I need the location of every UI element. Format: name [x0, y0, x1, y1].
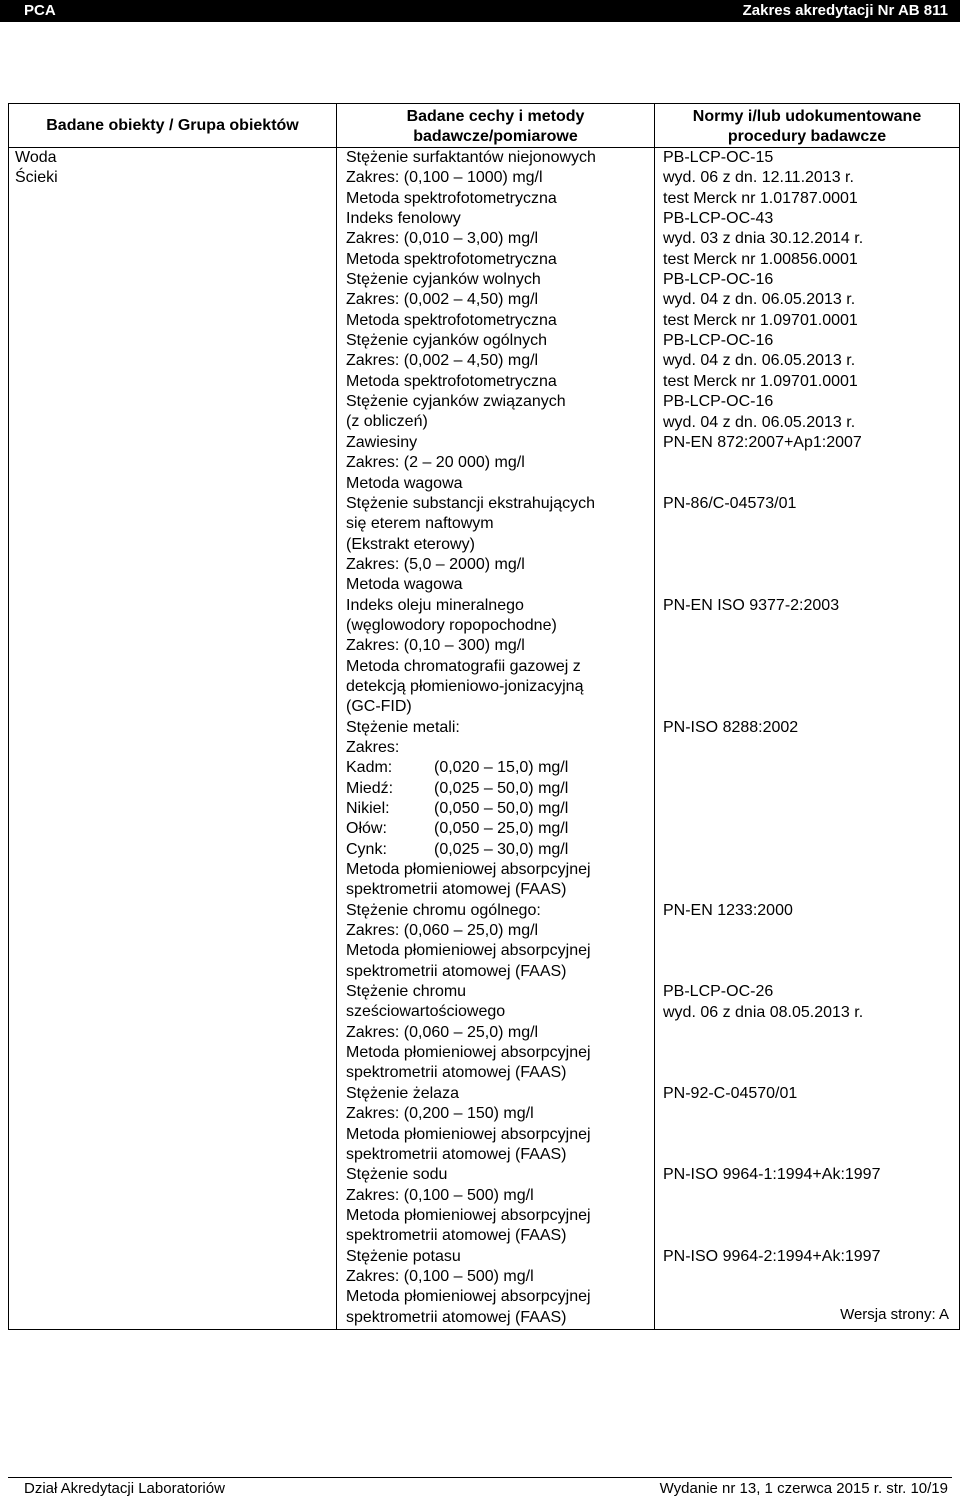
method-line: Stężenie cyjanków ogólnych — [346, 332, 548, 350]
object-item: Ścieki — [15, 169, 58, 186]
method-line: Stężenie surfaktantów niejonowych — [346, 149, 596, 166]
norm-line: wyd. 06 z dnia 08.05.2013 r. — [663, 1003, 864, 1021]
method-line: Metoda płomieniowej absorpcyjnej — [346, 1288, 591, 1306]
table-header-row — [9, 104, 960, 148]
method-line: (Ekstrakt eterowy) — [346, 535, 475, 553]
method-line: Zakres: (0,100 – 500) mg/l — [346, 1186, 534, 1204]
metals-entry — [346, 718, 654, 901]
metals-title: Stężenie metali: — [346, 718, 460, 736]
method-entry — [346, 1247, 654, 1328]
norm-line: PN-EN ISO 9377-2:2003 — [663, 596, 840, 614]
method-entry — [346, 209, 654, 270]
accreditation-table — [8, 103, 960, 1330]
page-header-bar — [0, 0, 960, 22]
norm-line: PN-EN 1233:2000 — [663, 901, 793, 919]
norm-line: PB-LCP-OC-16 — [663, 332, 774, 350]
method-line: Metoda chromatografii gazowej z — [346, 657, 581, 675]
column-header-norms: Normy i/lub udokumentowane procedury badawcze — [655, 104, 960, 148]
metal-name: Ołów: — [346, 820, 387, 838]
norm-line: PB-LCP-OC-16 — [663, 271, 774, 289]
norm-line: PN-86/C-04573/01 — [663, 494, 797, 512]
method-line: Stężenie potasu — [346, 1247, 461, 1265]
method-line: spektrometrii atomowej (FAAS) — [346, 1145, 567, 1163]
metal-row — [346, 779, 654, 799]
norm-line: PB-LCP-OC-26 — [663, 983, 774, 1001]
method-line: (GC-FID) — [346, 698, 412, 716]
method-line: spektrometrii atomowej (FAAS) — [346, 1064, 567, 1082]
norm-line: PN-EN 872:2007+Ap1:2007 — [663, 433, 862, 451]
footer-edition: Wydanie nr 13, 1 czerwca 2015 r. str. 10/19 — [659, 1480, 948, 1497]
norm-line: test Merck nr 1.01787.0001 — [663, 189, 858, 207]
header-right: Zakres akredytacji Nr AB 811 — [742, 2, 948, 19]
norm-entry — [663, 433, 959, 494]
norm-line: test Merck nr 1.09701.0001 — [663, 311, 858, 329]
method-line: Zakres: (5,0 – 2000) mg/l — [346, 555, 525, 573]
method-line: Metoda płomieniowej absorpcyjnej — [346, 1044, 591, 1062]
metal-name: Kadm: — [346, 759, 393, 777]
method-line: Zakres: (0,002 – 4,50) mg/l — [346, 352, 539, 370]
method-line: spektrometrii atomowej (FAAS) — [346, 1227, 567, 1245]
method-line: Zakres: (0,060 – 25,0) mg/l — [346, 922, 539, 940]
method-entry — [346, 1084, 654, 1165]
method-line: Indeks oleju mineralnego — [346, 596, 524, 614]
metal-name: Cynk: — [346, 840, 387, 858]
norm-line: wyd. 06 z dn. 12.11.2013 r. — [663, 169, 854, 187]
method-line: Indeks fenolowy — [346, 210, 461, 228]
norm-entry — [663, 209, 959, 270]
table-body-row — [9, 148, 960, 1330]
method-line: Zakres: (0,060 – 25,0) mg/l — [346, 1023, 539, 1041]
metals-range-label: Zakres: — [346, 738, 400, 756]
method-line: Metoda spektrofotometryczna — [346, 189, 557, 207]
method-entry — [346, 270, 654, 331]
method-line: Metoda spektrofotometryczna — [346, 372, 557, 390]
metal-row — [346, 758, 654, 778]
norm-line: PN-ISO 8288:2002 — [663, 718, 799, 736]
method-line: Metoda wagowa — [346, 576, 463, 594]
method-line: spektrometrii atomowej (FAAS) — [346, 881, 567, 899]
method-entry — [346, 982, 654, 1084]
method-line: Metoda wagowa — [346, 474, 463, 492]
norm-entry — [663, 494, 959, 596]
norm-entry — [663, 148, 959, 209]
norm-entry — [663, 1165, 959, 1246]
norm-line: PB-LCP-OC-43 — [663, 210, 774, 228]
method-line: Stężenie cyjanków wolnych — [346, 271, 541, 289]
method-line: Stężenie chromu — [346, 983, 467, 1001]
norm-line: wyd. 04 z dn. 06.05.2013 r. — [663, 413, 856, 431]
method-entry — [346, 433, 654, 494]
method-line: Stężenie substancji ekstrahujących — [346, 494, 596, 512]
norm-line: PB-LCP-OC-15 — [663, 149, 774, 166]
method-line: Metoda spektrofotometryczna — [346, 311, 557, 329]
method-line: (węglowodory ropopochodne) — [346, 616, 557, 634]
header-left: PCA — [24, 2, 56, 19]
method-entry — [346, 596, 654, 718]
norm-line: PN-ISO 9964-2:1994+Ak:1997 — [663, 1247, 881, 1265]
method-line: się eterem naftowym — [346, 515, 494, 533]
metal-range: (0,050 – 50,0) mg/l — [434, 800, 569, 817]
page-version: Wersja strony: A — [840, 1305, 949, 1323]
method-line: spektrometrii atomowej (FAAS) — [346, 1308, 567, 1326]
norm-line: PB-LCP-OC-16 — [663, 393, 774, 411]
metal-range: (0,050 – 25,0) mg/l — [434, 820, 569, 838]
metal-row — [346, 819, 654, 839]
method-line: Metoda płomieniowej absorpcyjnej — [346, 861, 591, 879]
norm-entry — [663, 331, 959, 392]
method-line: Stężenie sodu — [346, 1166, 448, 1184]
method-line: Stężenie żelaza — [346, 1084, 459, 1102]
method-line: Metoda spektrofotometryczna — [346, 250, 557, 268]
metal-name: Miedź: — [346, 779, 394, 797]
norm-entry — [663, 982, 959, 1084]
method-line: Metoda płomieniowej absorpcyjnej — [346, 1125, 591, 1143]
method-entry — [346, 392, 654, 433]
method-entry — [346, 494, 654, 596]
column-header-methods: Badane cechy i metody badawcze/pomiarowe — [337, 104, 655, 148]
method-line: Zakres: (0,100 – 1000) mg/l — [346, 169, 543, 187]
method-entry — [346, 331, 654, 392]
norm-entry — [663, 596, 959, 718]
norm-entry — [663, 718, 959, 901]
method-line: Stężenie chromu ogólnego: — [346, 901, 541, 919]
footer-department: Dział Akredytacji Laboratoriów — [24, 1480, 225, 1497]
norm-line: wyd. 04 z dn. 06.05.2013 r. — [663, 291, 856, 309]
method-line: Metoda płomieniowej absorpcyjnej — [346, 942, 591, 960]
method-line: (z obliczeń) — [346, 413, 428, 431]
method-entry — [346, 148, 654, 209]
method-line: Stężenie cyjanków związanych — [346, 393, 566, 411]
metal-range: (0,020 – 15,0) mg/l — [434, 759, 569, 777]
norm-entry — [663, 270, 959, 331]
method-line: sześciowartościowego — [346, 1003, 506, 1021]
norms-cell — [655, 148, 960, 1330]
norm-entry — [663, 1084, 959, 1165]
method-line: Metoda płomieniowej absorpcyjnej — [346, 1206, 591, 1224]
norm-line: wyd. 04 z dn. 06.05.2013 r. — [663, 352, 856, 370]
methods-cell — [337, 148, 655, 1330]
norm-line: test Merck nr 1.09701.0001 — [663, 372, 858, 390]
metal-range: (0,025 – 30,0) mg/l — [434, 840, 569, 858]
norm-line: PN-ISO 9964-1:1994+Ak:1997 — [663, 1166, 881, 1184]
norm-line: PN-92-C-04570/01 — [663, 1085, 798, 1103]
method-line: Zakres: (0,200 – 150) mg/l — [346, 1105, 534, 1123]
objects-cell — [9, 148, 337, 1330]
column-header-objects: Badane obiekty / Grupa obiektów — [9, 104, 337, 148]
method-line: detekcją płomieniowo-jonizacyjną — [346, 677, 584, 695]
norm-entry — [663, 901, 959, 982]
footer-divider — [8, 1477, 952, 1478]
norm-line: test Merck nr 1.00856.0001 — [663, 250, 858, 268]
method-line: Zawiesiny — [346, 433, 418, 451]
method-line: Zakres: (0,10 – 300) mg/l — [346, 637, 525, 655]
method-line: Zakres: (2 – 20 000) mg/l — [346, 454, 525, 472]
norm-entry — [663, 392, 959, 433]
method-line: Zakres: (0,010 – 3,00) mg/l — [346, 230, 539, 248]
method-line: Zakres: (0,100 – 500) mg/l — [346, 1267, 534, 1285]
method-entry — [346, 901, 654, 982]
metal-name: Nikiel: — [346, 800, 390, 817]
norm-line: wyd. 03 z dnia 30.12.2014 r. — [663, 230, 864, 248]
metal-row — [346, 799, 654, 819]
method-line: spektrometrii atomowej (FAAS) — [346, 962, 567, 980]
method-entry — [346, 1165, 654, 1246]
metal-range: (0,025 – 50,0) mg/l — [434, 779, 569, 797]
metal-row — [346, 840, 654, 860]
method-line: Zakres: (0,002 – 4,50) mg/l — [346, 291, 539, 309]
object-item: Woda — [15, 149, 57, 166]
